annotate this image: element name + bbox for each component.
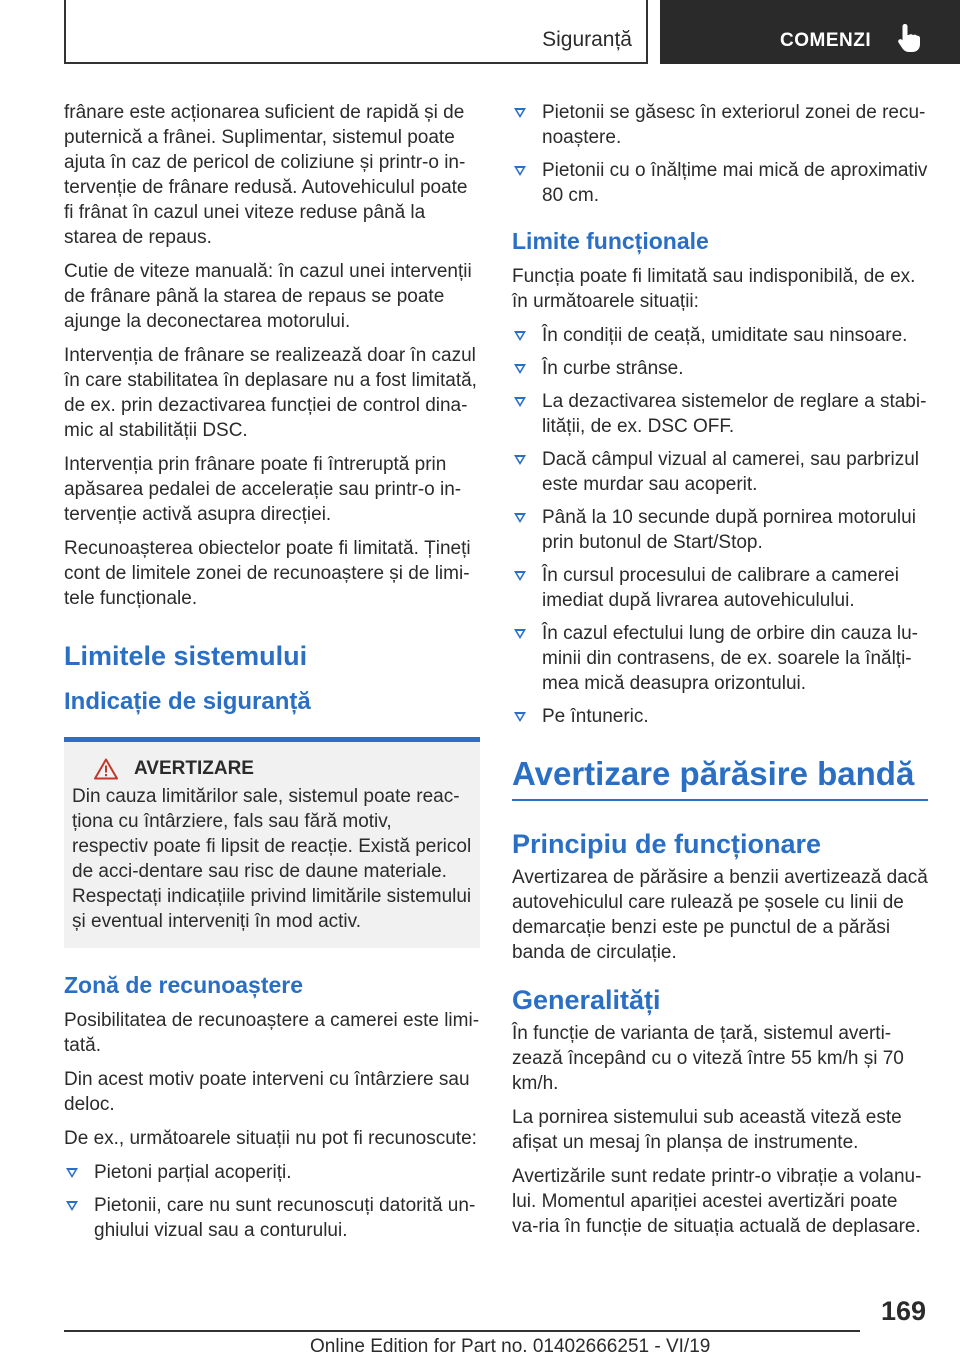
- list-item: [64, 1160, 480, 1185]
- list-item-text: Pe întuneric.: [542, 706, 649, 727]
- bullet-triangle-icon: [514, 108, 526, 118]
- bullet-triangle-icon: [514, 166, 526, 176]
- list-item-text: În curbe strânse.: [542, 358, 684, 379]
- warning-triangle-icon: [94, 758, 118, 780]
- bullet-triangle-icon: [514, 455, 526, 465]
- paragraph: Recunoașterea obiectelor poate fi limitată. Țineți cont de limitele zonei de recunoaștere și de limi-tele funcționale.: [64, 538, 471, 609]
- heading-system-limits: Limitele sistemului: [64, 641, 308, 671]
- list-item-text: Pietoni parțial acoperiți.: [94, 1162, 292, 1183]
- warning-box: [64, 737, 480, 948]
- bullet-triangle-icon: [514, 712, 526, 722]
- warning-text: Din cauza limitărilor sale, sistemul poate reac-ționa cu întârziere, fals sau fără motiv, respectiv poate fi lipsit de reacție. Există pericol de acci-dentare sau risc de daune materiale. Respectați indicațiile privind limitările sistemului și eventual interveniți în mod activ.: [72, 786, 472, 932]
- list-item-text: Pietonii se găsesc în exteriorul zonei de recu-noaștere.: [542, 102, 926, 148]
- paragraph: Cutie de viteze manuală: în cazul unei intervenții de frânare până la starea de repaus se poate ajunge la deconectarea motorului.: [64, 261, 472, 332]
- right-column: [512, 100, 928, 1248]
- chapter-title: COMENZI: [780, 30, 872, 51]
- bullet-triangle-icon: [514, 364, 526, 374]
- bullet-triangle-icon: [514, 331, 526, 341]
- list-item: [512, 158, 928, 208]
- heading-recognition-zone: Zonă de recunoaștere: [64, 972, 304, 998]
- list-item: [512, 621, 928, 696]
- header-section-box: [64, 0, 648, 64]
- paragraph: La pornirea sistemului sub această viteză este afișat un mesaj în planșa de instrumente.: [512, 1107, 902, 1153]
- warning-title: AVERTIZARE: [134, 758, 254, 779]
- section-title: Siguranță: [542, 28, 632, 51]
- list-item: [512, 505, 928, 555]
- paragraph: Intervenția prin frânare poate fi întreruptă prin apăsarea pedalei de accelerație sau printr-o in-tervenție activă asupra direcției.: [64, 454, 462, 525]
- warning-header: [72, 758, 472, 780]
- list-item: [512, 389, 928, 439]
- bullet-triangle-icon: [66, 1201, 78, 1211]
- heading-safety-note: Indicație de siguranță: [64, 688, 311, 715]
- paragraph: Funcția poate fi limitată sau indisponibilă, de ex. în următoarele situații:: [512, 266, 916, 312]
- bullet-list: [512, 100, 928, 208]
- list-item: [512, 100, 928, 150]
- paragraph: În funcție de varianta de țară, sistemul averti-zează începând cu o viteză între 55 km/h și 70 km/h.: [512, 1023, 904, 1094]
- list-item: [512, 323, 928, 348]
- list-item: [512, 356, 928, 381]
- heading-lane-departure: Avertizare părăsire bandă: [512, 753, 928, 801]
- bullet-triangle-icon: [514, 513, 526, 523]
- list-item: [512, 704, 928, 729]
- edition-text: Online Edition for Part no. 01402666251 - VI/19: [310, 1336, 711, 1357]
- list-item-text: Pietonii cu o înălțime mai mică de aproximativ 80 cm.: [542, 160, 928, 206]
- heading-operating-principle: Principiu de funcționare: [512, 829, 822, 859]
- list-item-text: Până la 10 secunde după pornirea motorului prin butonul de Start/Stop.: [542, 507, 916, 553]
- list-item: [64, 1193, 480, 1243]
- page-number: 169: [880, 1296, 926, 1326]
- hand-pointer-icon: [896, 22, 922, 54]
- paragraph: Posibilitatea de recunoaștere a camerei este limi-tată.: [64, 1010, 480, 1056]
- header-chapter-tab: [660, 0, 960, 64]
- footer-divider: [64, 1330, 860, 1332]
- heading-functional-limits: Limite funcționale: [512, 228, 709, 254]
- list-item-text: În cursul procesului de calibrare a camerei imediat după livrarea autovehiculului.: [542, 565, 899, 611]
- list-item: [512, 563, 928, 613]
- list-item-text: Dacă câmpul vizual al camerei, sau parbrizul este murdar sau acoperit.: [542, 449, 919, 495]
- bullet-triangle-icon: [514, 629, 526, 639]
- paragraph: frânare este acționarea suficient de rapidă și de puternică a frânei. Suplimentar, sistemul poate ajuta în caz de pericol de coliziune și printr-o in-tervenție de frânare redusă. Autovehiculul poate fi frânat în cazul unei viteze reduse până la starea de repaus.: [64, 102, 468, 248]
- bullet-list: [64, 1160, 480, 1243]
- list-item-text: În cazul efectului lung de orbire din cauza lu-minii din contrasens, de ex. soarele la înălți-mea mică deasupra orizontului.: [542, 623, 919, 694]
- paragraph: Din acest motiv poate interveni cu întârziere sau deloc.: [64, 1069, 470, 1115]
- list-item-text: La dezactivarea sistemelor de reglare a stabi-lității, de ex. DSC OFF.: [542, 391, 927, 437]
- left-column: [64, 100, 480, 1251]
- paragraph: De ex., următoarele situații nu pot fi recunoscute:: [64, 1128, 477, 1149]
- list-item-text: Pietonii, care nu sunt recunoscuți datorită un-ghiului vizual sau a conturului.: [94, 1195, 476, 1241]
- bullet-triangle-icon: [514, 571, 526, 581]
- heading-general: Generalități: [512, 985, 661, 1015]
- paragraph: Intervenția de frânare se realizează doar în cazul în care stabilitatea în deplasare nu a fost limitată, de ex. prin dezactivarea funcției de control dina-mic al stabilității DSC.: [64, 345, 477, 441]
- bullet-list: [512, 323, 928, 729]
- paragraph: Avertizarea de părăsire a benzii avertizează dacă autovehiculul care rulează pe șosele cu linii de demarcație benzi este pe punctul de a părăsi banda de circulație.: [512, 867, 928, 963]
- list-item-text: În condiții de ceață, umiditate sau ninsoare.: [542, 325, 908, 346]
- paragraph: Avertizările sunt redate printr-o vibrație a volanu-lui. Momentul apariției acestei avertizări poate va-ria în funcție de situația actuală de deplasare.: [512, 1166, 922, 1237]
- bullet-triangle-icon: [514, 397, 526, 407]
- list-item: [512, 447, 928, 497]
- bullet-triangle-icon: [66, 1168, 78, 1178]
